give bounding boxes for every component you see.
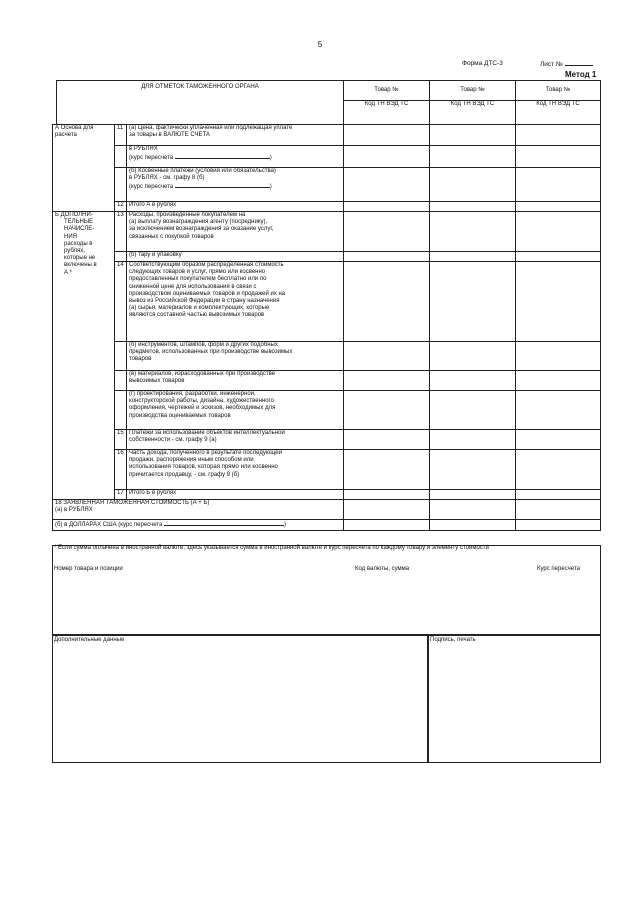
value-cell[interactable]	[516, 202, 601, 212]
value-cell[interactable]	[430, 342, 516, 371]
row-14-text	[127, 262, 344, 342]
section-b-line: расходы в	[64, 240, 93, 247]
value-cell[interactable]	[344, 202, 430, 212]
row-line: в РУБЛЯХ	[129, 146, 158, 152]
value-cell[interactable]	[516, 450, 601, 490]
value-cell[interactable]	[430, 252, 516, 262]
row-line: в РУБЛЯХ - см. графу 8 (б)	[129, 175, 205, 182]
hs-code-3[interactable]: Код ТН ВЭД ТС	[516, 101, 601, 125]
row-line: предметов, использованных при производстве вывозимых	[129, 349, 293, 356]
row-line: являются составной частью вывозимых товаров	[129, 312, 265, 319]
row-12-num: 12	[115, 202, 127, 212]
value-cell[interactable]	[430, 262, 516, 342]
row-13-text	[127, 212, 344, 252]
item-no-label: Номер товара и позиции	[54, 566, 123, 572]
additional-data-box[interactable]	[52, 635, 429, 763]
value-cell[interactable]	[430, 430, 516, 450]
sheet-label-text: Лист №	[540, 61, 563, 68]
goods-no-1[interactable]: Товар №	[344, 81, 430, 101]
row-14d-text	[127, 391, 344, 430]
section-b-line: А *	[64, 269, 73, 276]
value-cell[interactable]	[344, 252, 430, 262]
row-17-text: Итого Б в рублях	[127, 490, 344, 500]
row-line: (а) выплату вознаграждения агенту (посреднику),	[129, 219, 268, 226]
header-table	[56, 80, 601, 125]
value-cell[interactable]	[430, 500, 516, 520]
calculation-table	[52, 124, 601, 531]
value-cell[interactable]	[516, 262, 601, 342]
rate-label: (курс пересчета	[129, 184, 174, 191]
value-cell[interactable]	[430, 490, 516, 500]
row-line: связанных с покупкой товаров	[129, 233, 214, 240]
goods-no-3[interactable]: Товар №	[516, 81, 601, 101]
row-18b-label: (б) в ДОЛЛАРАХ США (курс пересчета	[55, 522, 163, 528]
row-18b-text	[53, 520, 344, 531]
section-b-line: Б ДОПОЛНИ-	[55, 212, 93, 218]
rate-label: (курс пересчета	[129, 155, 174, 162]
row-15-num: 15	[115, 430, 127, 450]
section-b-label	[53, 212, 115, 500]
row-line: (г) проектирования, разработки, инженерной,	[129, 391, 256, 397]
value-cell[interactable]	[430, 391, 516, 430]
value-cell[interactable]	[344, 500, 430, 520]
rate-label: Курс пересчета	[537, 566, 580, 572]
row-line: (б) инструментов, штампов, форм и других подобных	[129, 342, 278, 348]
section-b-line: ТЕЛЬНЫЕ	[64, 219, 94, 226]
paren-close: )	[269, 155, 272, 162]
value-cell[interactable]	[344, 430, 430, 450]
row-line: сниженной цене для использования в связи с	[129, 283, 257, 290]
hs-code-2[interactable]: Код ТН ВЭД ТС	[430, 101, 516, 125]
row-line: товаров	[129, 356, 152, 363]
row-line: (в) материалов, израсходованных при производстве	[129, 371, 276, 377]
row-line: производства оцениваемых товаров	[129, 412, 231, 419]
row-11-text	[127, 125, 344, 146]
row-line: следующих товаров и услуг, прямо или косвенно	[129, 269, 266, 276]
page-number: 5	[317, 40, 323, 49]
value-cell[interactable]	[344, 125, 430, 146]
sheet-label	[540, 60, 593, 68]
paren-close: )	[284, 522, 287, 528]
row-11-line: (а) Цена, фактически уплаченная или подлежащая уплате	[129, 125, 293, 131]
row-line: Часть дохода, полученного в результате последующей	[129, 450, 282, 456]
row-11r-text	[127, 146, 344, 168]
row-16-num: 16	[115, 450, 127, 490]
row-line: предоставленных покупателем бесплатно или по	[129, 276, 267, 283]
value-cell[interactable]	[516, 490, 601, 500]
row-line: оформления, чертежей и эскизов, необходимых для	[129, 405, 276, 412]
row-line: (а) сырья, материалов и комплектующих, которые	[129, 305, 270, 312]
rate-field[interactable]	[175, 153, 272, 162]
value-cell[interactable]	[344, 490, 430, 500]
value-cell[interactable]	[344, 342, 430, 371]
usd-rate-field[interactable]	[164, 520, 287, 528]
row-15-text	[127, 430, 344, 450]
value-cell[interactable]	[516, 342, 601, 371]
goods-no-2[interactable]: Товар №	[430, 81, 516, 101]
section-b-line: НИЯ	[64, 233, 77, 240]
row-line: Платежи за использование объектов интеллектуальной	[129, 430, 285, 436]
section-a-label: А Основа для расчета	[53, 125, 115, 212]
value-cell[interactable]	[516, 500, 601, 520]
row-13b-num	[115, 252, 127, 262]
hs-code-1[interactable]: Код ТН ВЭД ТС	[344, 101, 430, 125]
row-16-text	[127, 450, 344, 490]
value-cell[interactable]	[516, 168, 601, 202]
value-cell[interactable]	[344, 168, 430, 202]
value-cell[interactable]	[344, 212, 430, 252]
row-14b-text	[127, 342, 344, 371]
sheet-number-field[interactable]	[565, 60, 593, 66]
value-cell[interactable]	[516, 125, 601, 146]
row-17-num: 17	[115, 490, 127, 500]
form-label: Форма ДТС-3	[462, 60, 503, 67]
method-label: Метод 1	[565, 70, 597, 79]
value-cell[interactable]	[430, 450, 516, 490]
value-cell[interactable]	[430, 146, 516, 168]
section-b-line: рублях,	[64, 248, 85, 255]
row-14d-num	[115, 391, 127, 430]
row-13b-text: (б) тару и упаковку	[127, 252, 344, 262]
row-line: вывоз из Российской Федерации в страну назначения	[129, 298, 280, 305]
section-b-line: включены в	[64, 262, 97, 269]
rate-line	[129, 182, 341, 191]
paren-close: )	[269, 184, 272, 191]
value-cell[interactable]	[516, 520, 601, 531]
row-line: конструкторской работы, дизайна, художественного	[129, 398, 274, 405]
value-cell[interactable]	[516, 252, 601, 262]
additional-data-label: Дополнительные данные	[54, 637, 125, 643]
signature-box[interactable]	[427, 635, 601, 763]
row-line: продажи, распоряжения иным способом или	[129, 457, 254, 464]
row-line: причитается продавцу, - см. графу 9 (б)	[129, 471, 240, 478]
section-b-line: НАЧИСЛЕ-	[64, 226, 95, 233]
row-11-line: за товары в ВАЛЮТЕ СЧЕТА	[129, 132, 210, 139]
row-11b-num	[115, 168, 127, 202]
signature-label: Подпись, печать	[430, 637, 476, 643]
row-13-num: 13	[115, 212, 127, 252]
value-cell[interactable]	[430, 520, 516, 531]
row-18-text	[53, 500, 344, 520]
value-cell[interactable]	[430, 202, 516, 212]
footnote: * Если сумма оплачена в иностранной валюте, здесь указывается сумма в иностранной валюте и курс пересчета по каждому товару и элементу стоимости	[54, 545, 489, 551]
currency-box	[52, 545, 601, 635]
value-cell[interactable]	[344, 450, 430, 490]
value-cell[interactable]	[344, 371, 430, 391]
value-cell[interactable]	[516, 430, 601, 450]
value-cell[interactable]	[430, 125, 516, 146]
row-line: за исключением вознаграждения за оказание услуг,	[129, 226, 274, 233]
row-line: производством оцениваемых товаров и продажей их на	[129, 290, 286, 297]
value-cell[interactable]	[516, 391, 601, 430]
row-line: Расходы, произведенные покупателем на	[129, 212, 246, 218]
row-11-num: 11	[115, 125, 127, 146]
value-cell[interactable]	[344, 391, 430, 430]
value-cell[interactable]	[516, 212, 601, 252]
value-cell[interactable]	[344, 146, 430, 168]
value-cell[interactable]	[430, 371, 516, 391]
currency-code-label: Код валюты, сумма	[355, 566, 410, 572]
row-11r-num	[115, 146, 127, 168]
value-cell[interactable]	[516, 146, 601, 168]
row-14-num: 14	[115, 262, 127, 342]
row-14c-num	[115, 371, 127, 391]
value-cell[interactable]	[430, 212, 516, 252]
value-cell[interactable]	[430, 168, 516, 202]
section-b-line: которые не	[64, 255, 96, 262]
row-14b-num	[115, 342, 127, 371]
row-line: Соответствующим образом распределенная стоимость	[129, 262, 284, 268]
row-line: собственности - см. графу 9 (а)	[129, 437, 217, 444]
rate-line	[129, 153, 341, 162]
value-cell[interactable]	[344, 520, 430, 531]
row-18-title: 18 ЗАЯВЛЕННАЯ ТАМОЖЕННАЯ СТОИМОСТЬ (А + Б)	[55, 500, 210, 506]
customs-marks-cell: ДЛЯ ОТМЕТОК ТАМОЖЕННОГО ОРГАНА	[57, 81, 344, 125]
value-cell[interactable]	[516, 371, 601, 391]
row-line: использования товаров, которая прямо или косвенно	[129, 464, 278, 471]
row-14c-text	[127, 371, 344, 391]
row-11b-text	[127, 168, 344, 202]
value-cell[interactable]	[344, 262, 430, 342]
row-12-text: Итого А в рублях	[127, 202, 344, 212]
row-18-a: (а) в РУБЛЯХ	[55, 507, 93, 514]
rate-field[interactable]	[175, 182, 272, 191]
row-line: вывозимых товаров	[129, 378, 185, 385]
row-line: (б) Косвенные платежи (условия или обязательства)	[129, 168, 276, 174]
